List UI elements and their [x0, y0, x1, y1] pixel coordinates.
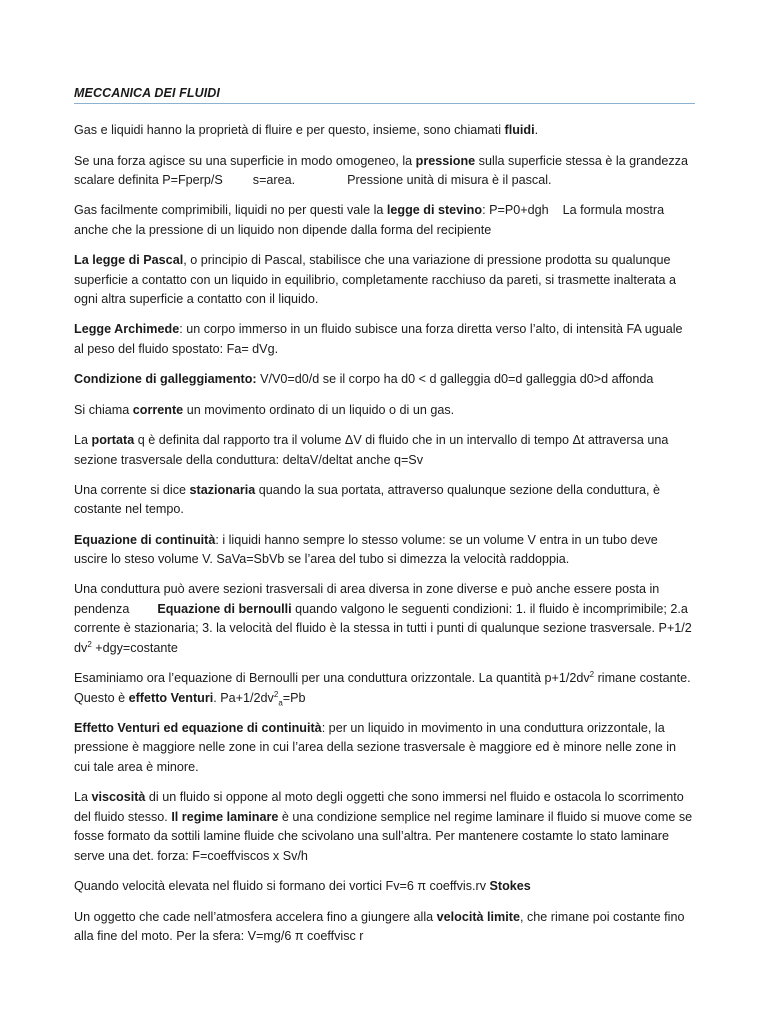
text: Quando velocità elevata nel fluido si formano dei vortici Fv=6 π coeffvis.rv [74, 878, 490, 893]
paragraph-viscosita [74, 788, 694, 866]
document-title: MECCANICA DEI FLUIDI [74, 86, 220, 100]
text: =Pb [282, 690, 306, 705]
paragraph-velocita-limite [74, 908, 694, 947]
paragraph-stokes [74, 877, 694, 897]
text: un movimento ordinato di un liquido o di un gas. [183, 402, 455, 417]
text: Gas e liquidi hanno la proprietà di fluire e per questo, insieme, sono chiamati [74, 123, 505, 137]
paragraph-corrente [74, 401, 694, 421]
title-underline [74, 103, 695, 104]
text: +dgy=costante [91, 640, 178, 655]
text: La [74, 433, 92, 448]
text: : i liquidi hanno sempre lo stesso volume: se un volume V entra in un tubo deve uscire lo steso volume V. SaVa=SbVb se l’area del tubo si dimezza la velocità raddoppia. [74, 532, 658, 567]
text: Si chiama [74, 402, 133, 417]
term-fluidi: fluidi [504, 123, 535, 137]
text: . Pa+1/2dv [213, 690, 274, 705]
superscript: 2 [87, 639, 92, 649]
text: , che rimane poi costante fino alla fine del moto. Per la sfera: V=mg/6 π coeffvisc r [74, 909, 685, 944]
superscript: 2 [273, 689, 279, 699]
term-velocita-limite: velocità limite [436, 909, 520, 924]
text: V/V0=d0/d se il corpo ha d0 < d galleggia d0=d galleggia d0>d affonda [256, 371, 654, 386]
text: Esaminiamo ora l’equazione di Bernoulli per una conduttura orizzontale. La quantità p+1/2dv [74, 671, 590, 686]
term-regime-laminare: Il regime laminare [171, 809, 279, 824]
paragraph-stazionaria [74, 481, 694, 520]
text: di un fluido si oppone al moto degli oggetti che sono immersi nel fluido e ostacola lo scorrimento del fluido stesso. [74, 790, 684, 824]
superscript: 2 [589, 669, 595, 679]
paragraph-archimede [74, 320, 694, 359]
text: quando la sua portata, attraverso qualunque sezione della conduttura, è costante nel tempo. [74, 482, 660, 517]
text: : P=P0+dgh [482, 203, 549, 218]
paragraph-galleggiamento [74, 370, 694, 390]
term-equazione-bernoulli: Equazione di bernoulli [157, 601, 292, 616]
term-legge-di-pascal: La legge di Pascal [74, 252, 184, 267]
text: . [534, 123, 539, 137]
term-portata: portata [91, 433, 135, 448]
text: rimane costante. Questo è [74, 671, 691, 705]
text: quando valgono le seguenti condizioni: 1. il fluido è incomprimibile; 2.a corrente è stazionaria; 3. la velocità del fluido è la stessa in tutti i punti di qualunque sezione trasversale. P+1/2 dv [74, 601, 692, 655]
paragraph-continuita [74, 531, 694, 570]
term-equazione-continuita: Equazione di continuità [74, 532, 216, 547]
text: La [74, 790, 92, 805]
text: Una conduttura può avere sezioni trasversali di area diversa in zone diverse e può anche essere posta in pendenza [74, 582, 660, 616]
text: è una condizione semplice nel regime laminare il fluido si muove come se fosse formato da sottili lamine fluide che scivolano una sull’altra. Per mantenere costamte lo stato laminare serve una det. forza: F=coeffviscos x Sv/h [74, 809, 693, 863]
term-condizione-galleggiamento: Condizione di galleggiamento: [74, 371, 257, 386]
text: q è definita dal rapporto tra il volume ΔV di fluido che in un intervallo di tempo Δt attraversa una sezione trasversale della conduttura: deltaV/deltat anche q=Sv [74, 433, 669, 467]
paragraph-portata [74, 431, 694, 470]
subscript: a [278, 698, 283, 708]
text: : un corpo immerso in un fluido subisce una forza diretta verso l’alto, di intensità FA uguale al peso del fluido spostato: Fa= dVg. [74, 322, 683, 356]
term-stokes: Stokes [489, 878, 531, 893]
text: sulla superficie stessa è la grandezza scalare definita P=Fperp/S [74, 153, 688, 188]
text: : per un liquido in movimento in una conduttura orizzontale, la pressione è maggiore nelle zone in cui l’area della sezione trasversale è maggiore ed è minore nelle zone in cui tale area è minore. [74, 720, 677, 774]
term-effetto-venturi: effetto Venturi [128, 690, 214, 705]
text: Gas facilmente comprimibili, liquidi no per questi vale la [74, 203, 387, 218]
paragraph-venturi [74, 669, 694, 708]
term-stazionaria: stazionaria [189, 482, 256, 497]
term-effetto-venturi-continuita: Effetto Venturi ed equazione di continuità [74, 720, 322, 735]
paragraph-pressure [74, 152, 694, 191]
text: Una corrente si dice [74, 482, 190, 497]
text: La formula mostra anche che la pressione di un liquido non dipende dalla forma del recipiente [74, 203, 665, 237]
text: Se una forza agisce su una superficie in modo omogeneo, la [74, 153, 416, 168]
term-corrente: corrente [132, 402, 184, 417]
paragraph-venturi-continuita [74, 719, 694, 778]
text: , o principio di Pascal, stabilisce che una variazione di pressione prodotta su qualunque superficie a contatto con un liquido in equilibrio, completamente racchiuso da pareti, si trasmette inalterata a ogni altra superficie a contatto con il liquido. [74, 252, 677, 307]
term-legge-archimede: Legge Archimede [74, 322, 180, 337]
paragraph-fluids [74, 121, 694, 141]
paragraph-pascal [74, 251, 694, 310]
text: Un oggetto che cade nell’atmosfera accelera fino a giungere alla [74, 909, 437, 924]
paragraph-stevino [74, 201, 694, 240]
term-legge-di-stevino: legge di stevino [386, 203, 483, 218]
term-pressione: pressione [415, 153, 476, 168]
term-viscosita: viscosità [91, 790, 146, 805]
text: Pressione unità di misura è il pascal. [347, 173, 552, 188]
paragraph-bernoulli [74, 580, 694, 658]
text: s=area. [252, 173, 296, 188]
